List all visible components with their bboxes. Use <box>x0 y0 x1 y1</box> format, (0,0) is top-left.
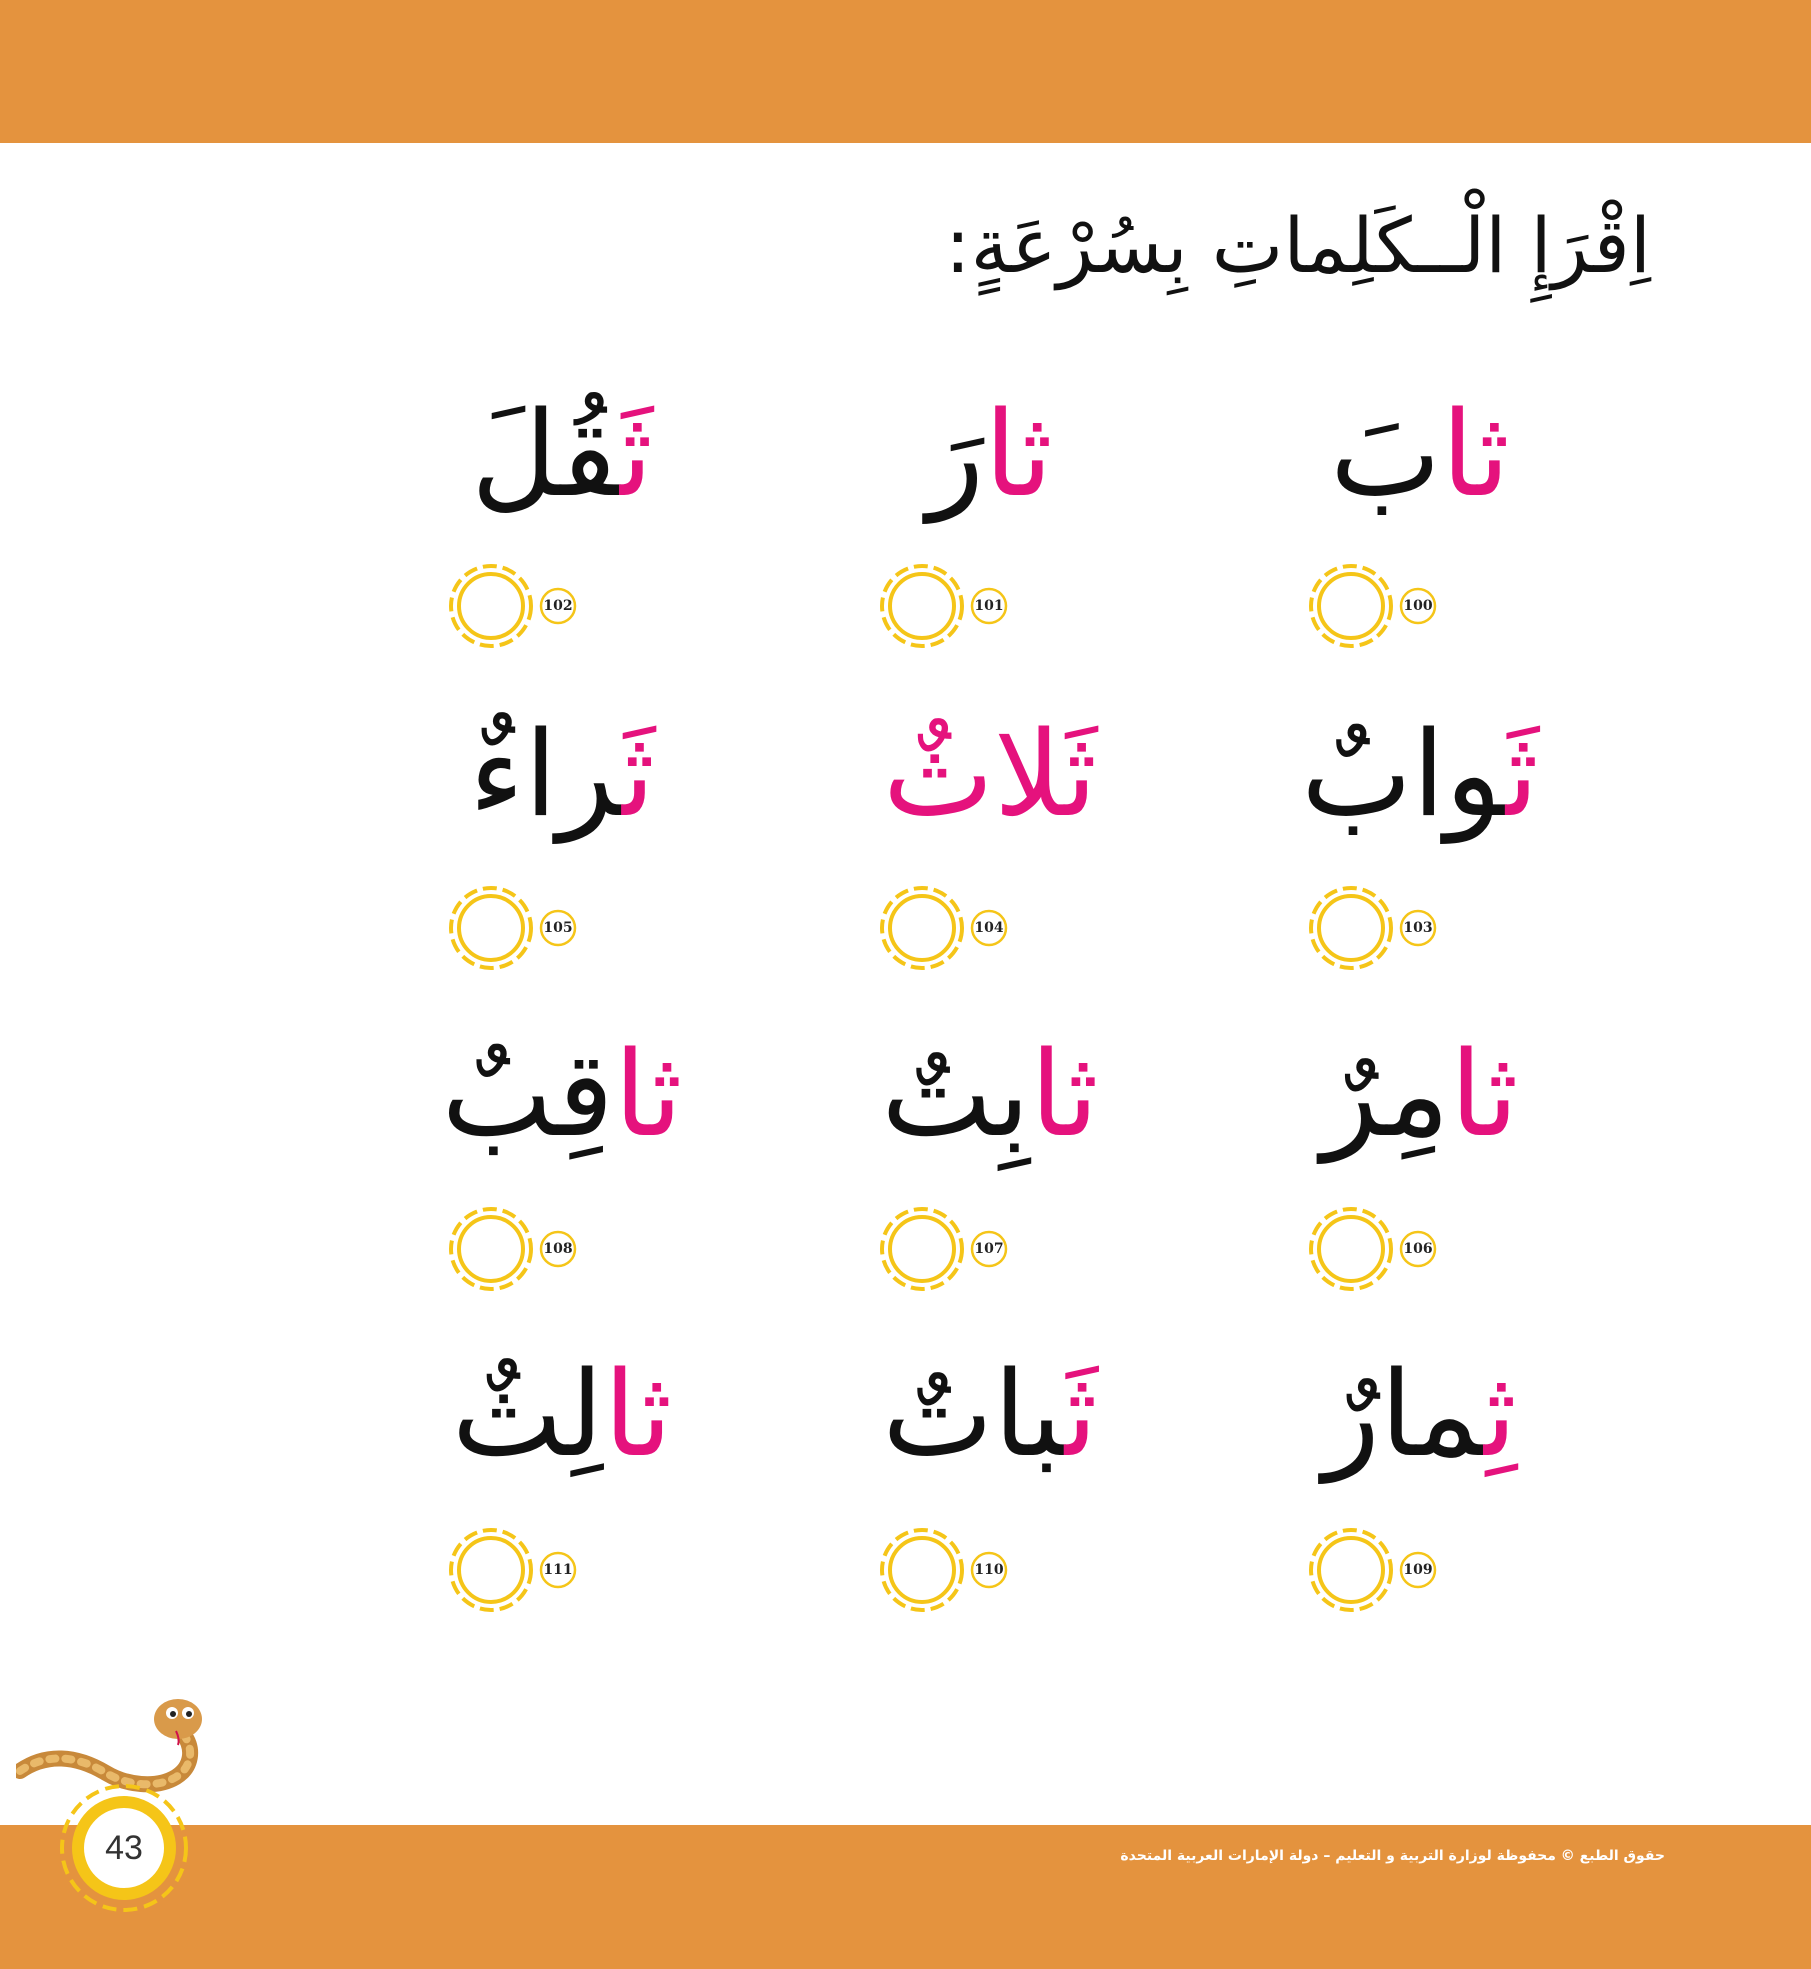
word-card <box>372 1025 752 1163</box>
bottom-footer-band <box>0 1825 1811 1969</box>
word-highlight: ثَ <box>1064 1345 1098 1483</box>
word-highlight: ثا <box>1029 1025 1099 1163</box>
word-highlight: ثا <box>984 385 1053 523</box>
answer-badge[interactable] <box>446 883 588 973</box>
answer-badge[interactable] <box>446 1525 588 1615</box>
badge-number: 101 <box>974 598 1004 614</box>
badge-number: 110 <box>974 1562 1004 1578</box>
word-highlight: ثا <box>1441 385 1510 523</box>
word-highlight: ثا <box>1449 1025 1519 1163</box>
badge-number: 107 <box>974 1241 1004 1257</box>
word-rest: بِتٌ <box>881 1025 1030 1163</box>
answer-badge[interactable] <box>877 561 1019 651</box>
word-rest: قُلَ <box>471 385 621 523</box>
word-card <box>372 385 752 523</box>
word-highlight: ثا <box>613 1025 683 1163</box>
word-card <box>1230 385 1610 523</box>
page-title: اِقْرَإِ الْــكَلِماتِ بِسُرْعَةٍ: <box>945 201 1651 290</box>
answer-badge[interactable] <box>446 561 588 651</box>
answer-badge[interactable] <box>877 1204 1019 1294</box>
word-rest: باتٌ <box>882 1345 1065 1483</box>
badge-number: 104 <box>974 920 1004 936</box>
word-card <box>1230 1025 1610 1163</box>
page-number-badge <box>58 1782 190 1914</box>
word-rest: راءٌ <box>468 705 623 843</box>
word-card <box>800 385 1180 523</box>
word-rest: قِبٌ <box>441 1025 614 1163</box>
badge-number: 105 <box>543 920 573 936</box>
answer-badge[interactable] <box>1306 1204 1448 1294</box>
badge-number: 109 <box>1403 1562 1433 1578</box>
word-highlight: ثا <box>603 1345 673 1483</box>
word-rest: رَ <box>927 385 985 523</box>
word-card <box>800 1345 1180 1483</box>
badge-number: 106 <box>1403 1241 1433 1257</box>
word-card <box>1230 1345 1610 1483</box>
badge-number: 102 <box>543 598 573 614</box>
answer-badge[interactable] <box>446 1204 588 1294</box>
word-highlight: ثَ <box>1506 705 1539 843</box>
top-header-band <box>0 0 1811 143</box>
page-number: 43 <box>84 1808 164 1888</box>
word-highlight: ثَلاثٌ <box>882 705 1098 843</box>
word-rest: بَ <box>1330 385 1442 523</box>
answer-badge[interactable] <box>877 883 1019 973</box>
answer-badge[interactable] <box>1306 1525 1448 1615</box>
word-highlight: ثَ <box>622 705 656 843</box>
copyright-notice: حقوق الطبع © محفوظة لوزارة التربية و التعليم – دولة الإمارات العربية المتحدة <box>1120 1848 1665 1864</box>
word-card <box>800 705 1180 843</box>
word-rest: وابٌ <box>1301 705 1506 843</box>
answer-badge[interactable] <box>1306 561 1448 651</box>
badge-number: 108 <box>543 1241 573 1257</box>
word-card <box>1230 705 1610 843</box>
word-rest: مارٌ <box>1323 1345 1485 1483</box>
word-highlight: ثِ <box>1484 1345 1517 1483</box>
word-card <box>372 1345 752 1483</box>
answer-badge[interactable] <box>877 1525 1019 1615</box>
word-rest: مِرٌ <box>1321 1025 1450 1163</box>
word-card <box>372 705 752 843</box>
word-highlight: ثَ <box>620 385 653 523</box>
word-card <box>800 1025 1180 1163</box>
answer-badge[interactable] <box>1306 883 1448 973</box>
word-rest: لِثٌ <box>451 1345 604 1483</box>
badge-number: 100 <box>1403 598 1433 614</box>
badge-number: 111 <box>543 1562 573 1578</box>
badge-number: 103 <box>1403 920 1433 936</box>
